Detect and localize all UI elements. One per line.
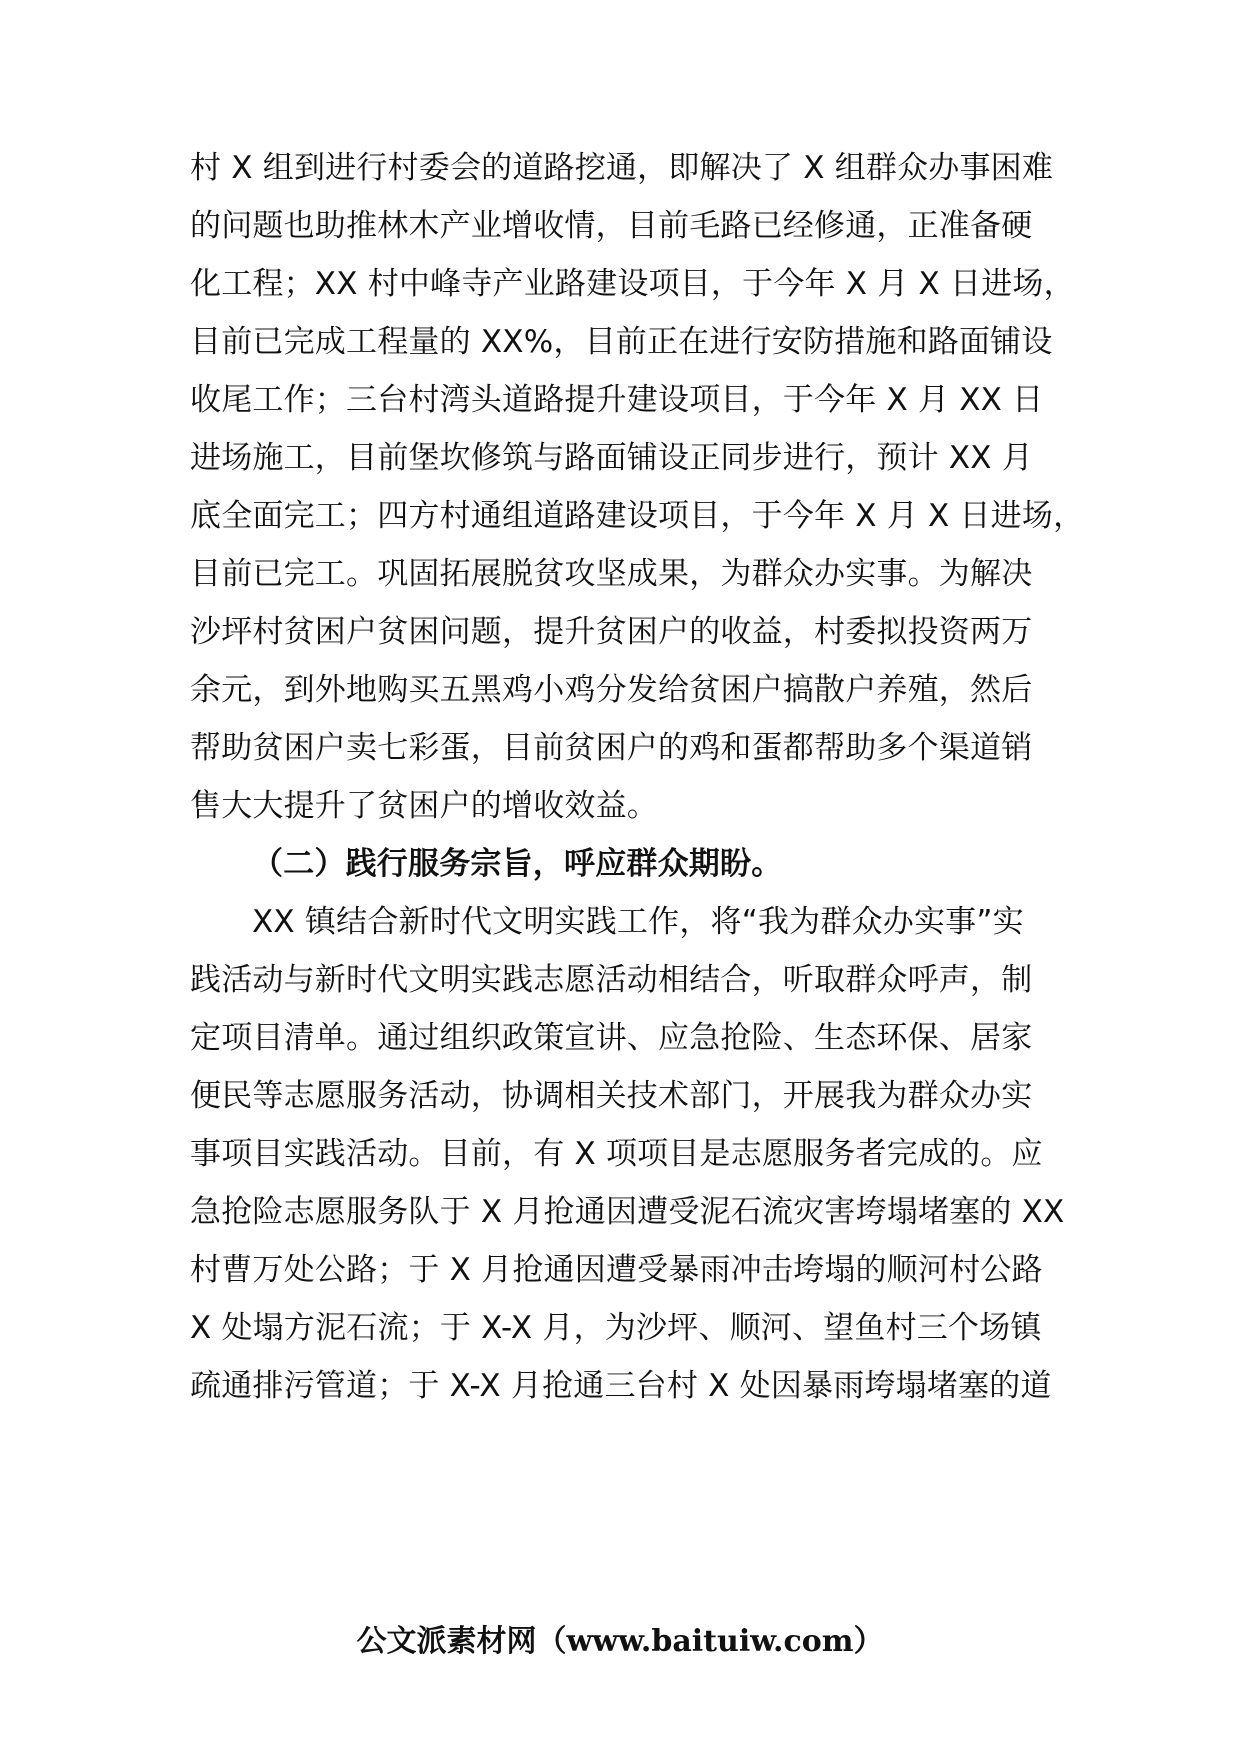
body-line: 收尾工作；三台村湾头道路提升建设项目，于今年 X 月 XX 日 xyxy=(190,382,1044,418)
body-line: 定项目清单。通过组织政策宣讲、应急抢险、生态环保、居家 xyxy=(190,1020,1033,1056)
body-line: 目前已完工。巩固拓展脱贫攻坚成果，为群众办实事。为解决 xyxy=(190,556,1033,592)
body-line: 售大大提升了贫困户的增收效益。 xyxy=(190,788,658,824)
body-line: 事项目实践活动。目前，有 X 项项目是志愿服务者完成的。应 xyxy=(190,1136,1043,1172)
body-line: 帮助贫困户卖七彩蛋，目前贫困户的鸡和蛋都帮助多个渠道销 xyxy=(190,730,1033,766)
body-line: 的问题也助推林木产业增收情，目前毛路已经修通，正准备硬 xyxy=(190,208,1033,244)
body-line: 目前已完成工程量的 XX%，目前正在进行安防措施和路面铺设 xyxy=(190,324,1053,360)
body-line: 沙坪村贫困户贫困问题，提升贫困户的收益，村委拟投资两万 xyxy=(190,614,1033,650)
body-line: 便民等志愿服务活动，协调相关技术部门，开展我为群众办实 xyxy=(190,1078,1033,1114)
body-line: 践活动与新时代文明实践志愿活动相结合，听取群众呼声，制 xyxy=(190,962,1033,998)
body-line: XX 镇结合新时代文明实践工作，将“我为群众办实事”实 xyxy=(252,904,1024,940)
section-heading: （二）践行服务宗旨，呼应群众期盼。 xyxy=(252,846,783,882)
body-line: 化工程；XX 村中峰寺产业路建设项目，于今年 X 月 X 日进场， xyxy=(190,266,1075,302)
body-line: 村 X 组到进行村委会的道路挖通，即解决了 X 组群众办事困难 xyxy=(190,150,1054,186)
body-line: X 处塌方泥石流；于 X-X 月，为沙坪、顺河、望鱼村三个场镇 xyxy=(190,1310,1042,1346)
body-line: 急抢险志愿服务队于 X 月抢通因遭受泥石流灾害垮塌堵塞的 XX xyxy=(190,1194,1065,1230)
body-line: 疏通排污管道；于 X-X 月抢通三台村 X 处因暴雨垮塌堵塞的道 xyxy=(190,1368,1052,1404)
body-line: 进场施工，目前堡坎修筑与路面铺设正同步进行，预计 XX 月 xyxy=(190,440,1033,476)
body-line: 余元，到外地购买五黑鸡小鸡分发给贫困户搞散户养殖，然后 xyxy=(190,672,1033,708)
body-line: 村曹万处公路；于 X 月抢通因遭受暴雨冲击垮塌的顺河村公路 xyxy=(190,1252,1043,1288)
body-line: 底全面完工；四方村通组道路建设项目，于今年 X 月 X 日进场， xyxy=(190,498,1085,534)
page-footer: 公文派素材网（www.baituiw.com） xyxy=(356,1624,884,1659)
